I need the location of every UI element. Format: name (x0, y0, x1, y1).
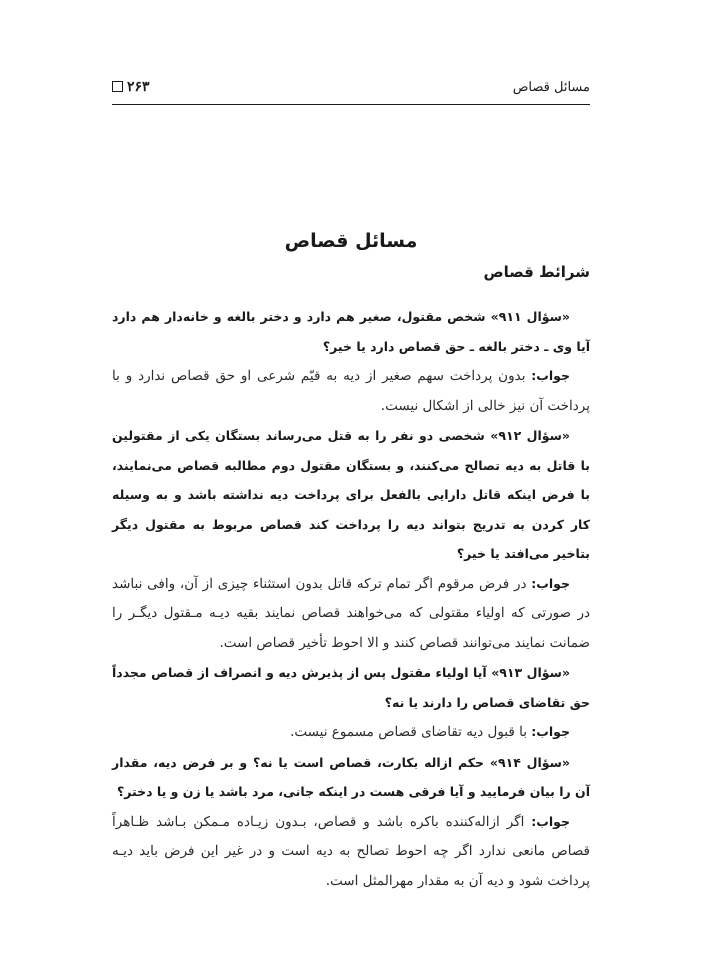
answer-912 (112, 569, 590, 659)
answer-911 (112, 361, 590, 421)
chapter-title: مسائل قصاص (284, 230, 418, 252)
question-label: «سؤال ۹۱۳» (491, 665, 571, 680)
question-label: «سؤال ۹۱۱» (490, 309, 571, 324)
question-text: شخصی دو نفر را به قتل می‌رساند بستگان یکی از مقتولین با قاتل به دیه تصالح می‌کنند، و بستگان مقتول دوم مطالبه قصاص می‌نمایند، با فرض اینکه قاتل دارایی بالفعل برای پرداخت دیه نداشته باشد و به وسیله کار کردن به تدریج بتواند دیه را پرداخت کند قصاص مربوط به مقتول دیگر بتاخیر می‌افتد یا خیر؟ (112, 428, 590, 561)
answer-914 (112, 807, 590, 897)
answer-913 (112, 717, 590, 748)
answer-label: جواب: (531, 813, 570, 829)
question-911 (112, 302, 590, 361)
answer-text: بدون پرداخت سهم صغیر از دیه به قیّم شرعی او حق قصاص ندارد و با پرداخت آن نیز خالی از اشکال نیست. (112, 368, 590, 414)
question-text: آیا اولیاء مقتول پس از پذیرش دیه و انصراف از قصاص مجدداً حق تقاضای قصاص را دارند یا نه؟ (112, 665, 590, 710)
page-number-value: ۲۶۳ (127, 79, 150, 95)
page-header (112, 76, 590, 100)
running-title: مسائل قصاص (512, 80, 590, 95)
question-label: «سؤال ۹۱۲» (490, 428, 570, 443)
answer-text: در فرض مرقوم اگر تمام ترکه قاتل بدون استثناء چیزی از آن، وافی نباشد در صورتی که اولیاء مقتولی که می‌خواهند قصاص نمایند بقیه دیـه مـقتول دیگـر را ضمانت نمایند می‌توانند قصاص کنند و الا احوط تأخیر قصاص است. (112, 575, 590, 651)
question-text: حکم ازاله بکارت، قصاص است یا نه؟ و بر فرض دیه، مقدار آن را بیان فرمایید و آیا فرقی هست در اینکه جانی، مرد باشد یا زن و یا دختر؟ (112, 754, 590, 799)
question-914 (112, 748, 590, 807)
square-icon (112, 81, 123, 92)
answer-text: اگر ازاله‌کننده باکره باشد و قصاص، بـدون زیـاده مـمکن بـاشد ظـاهراً قصاص مانعی ندارد اگر چه احوط تصالح به دیه است و در غیر این فرض باید دیـه پرداخت شود و دیه آن به مقدار مهرالمثل است. (112, 813, 590, 889)
question-text: شخص مقتول، صغیر هم دارد و دختر بالغه و خانه‌دار هم دارد آیا وی ـ دختر بالغه ـ حق قصاص دارد یا خیر؟ (112, 309, 590, 354)
question-912 (112, 421, 590, 569)
header-divider (112, 104, 590, 105)
page-number (112, 79, 150, 95)
answer-label: جواب: (531, 368, 570, 383)
question-913 (112, 658, 590, 717)
answer-label: جواب: (531, 575, 570, 591)
question-label: «سؤال ۹۱۴» (489, 754, 571, 770)
answer-text: با قبول دیه تقاضای قصاص مسموع نیست. (290, 724, 527, 740)
answer-label: جواب: (531, 724, 570, 739)
qa-content (112, 302, 590, 896)
section-title: شرائط قصاص (483, 263, 590, 281)
